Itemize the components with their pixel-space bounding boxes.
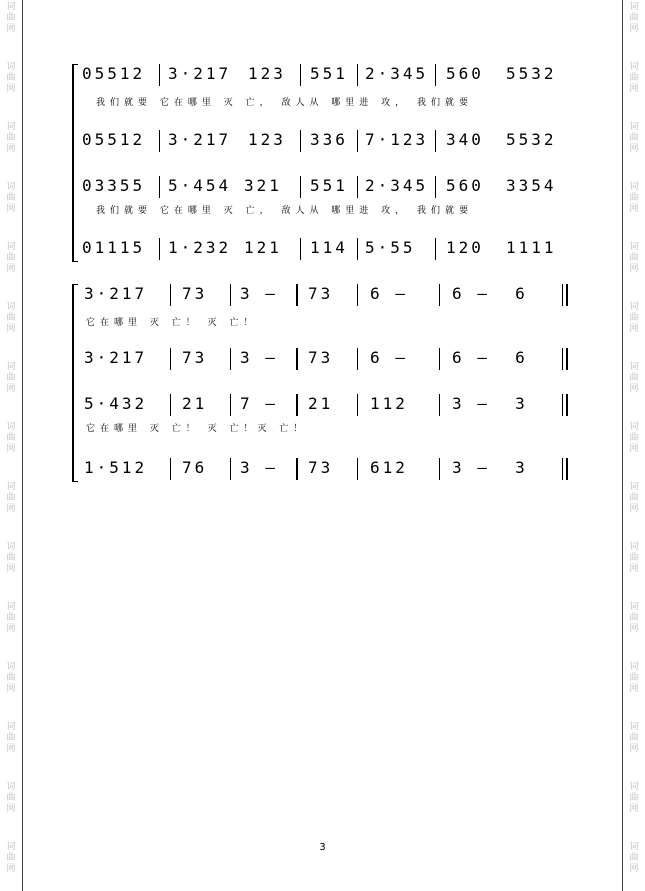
measure: 612: [370, 458, 408, 477]
watermark-text: 词 曲 网: [6, 62, 16, 94]
watermark-text: 词 曲 网: [6, 2, 16, 34]
measure: 5532: [506, 64, 557, 83]
barline: [439, 458, 440, 480]
watermark-text: 词 曲 网: [629, 302, 639, 334]
watermark-text: 词 曲 网: [629, 2, 639, 34]
watermark-text: 词 曲 网: [6, 242, 16, 274]
barline: [435, 64, 436, 86]
final-barline: [566, 458, 568, 480]
watermark-text: 词 曲 网: [629, 782, 639, 814]
measure: 340: [446, 130, 484, 149]
watermark-text: 词 曲 网: [629, 542, 639, 574]
barline: [357, 284, 358, 306]
watermark-text: 词 曲 网: [6, 602, 16, 634]
watermark-text: 词 曲 网: [629, 662, 639, 694]
barline: [230, 458, 231, 480]
watermark-text: 词 曲 网: [6, 362, 16, 394]
repeat-barline: [296, 284, 298, 306]
measure: 336: [310, 130, 348, 149]
barline: [439, 348, 440, 370]
barline: [230, 394, 231, 416]
barline: [159, 176, 160, 198]
measure: 3·217: [168, 64, 232, 83]
barline: [562, 348, 563, 370]
watermark-text: 词 曲 网: [6, 722, 16, 754]
watermark-text: 词 曲 网: [629, 842, 639, 874]
watermark-text: 词 曲 网: [6, 842, 16, 874]
measure: 76: [182, 458, 208, 477]
final-barline: [566, 394, 568, 416]
measure: 560: [446, 64, 484, 83]
measure: 73: [308, 348, 334, 367]
measure: 1·232: [168, 238, 232, 257]
barline: [435, 130, 436, 152]
barline: [170, 348, 171, 370]
barline: [300, 238, 301, 260]
page-number: 3: [319, 842, 326, 853]
measure: 6 – 6: [452, 284, 528, 303]
watermark-text: 词 曲 网: [629, 422, 639, 454]
watermark-text: 词 曲 网: [6, 662, 16, 694]
barline: [562, 394, 563, 416]
measure: 3·217: [168, 130, 232, 149]
measure: 6 –: [370, 284, 408, 303]
measure: 551: [310, 176, 348, 195]
barline: [439, 284, 440, 306]
measure: 1·512: [84, 458, 148, 477]
barline: [230, 284, 231, 306]
measure: 3 – 3: [452, 394, 528, 413]
measure: 73: [182, 284, 208, 303]
barline: [562, 458, 563, 480]
repeat-barline: [296, 458, 298, 480]
final-barline: [566, 348, 568, 370]
measure: 6 – 6: [452, 348, 528, 367]
measure: 03355: [82, 176, 146, 195]
watermark-text: 词 曲 网: [6, 542, 16, 574]
measure: 5·454: [168, 176, 232, 195]
repeat-barline: [296, 348, 298, 370]
score-line-s2-3: [0, 394, 645, 424]
watermark-text: 词 曲 网: [6, 422, 16, 454]
measure: 1111: [506, 238, 557, 257]
barline: [357, 348, 358, 370]
barline: [562, 284, 563, 306]
measure: 73: [308, 284, 334, 303]
measure: 7·123: [365, 130, 429, 149]
measure: 3 –: [240, 284, 278, 303]
measure: 3354: [506, 176, 557, 195]
lyrics-line: 它在哪里 灭 亡！ 灭 亡！: [86, 318, 258, 328]
barline: [159, 64, 160, 86]
measure: 121: [244, 238, 282, 257]
barline: [300, 130, 301, 152]
barline: [357, 394, 358, 416]
score-line-s1-4: [0, 238, 645, 268]
watermark-text: 词 曲 网: [6, 122, 16, 154]
measure: 551: [310, 64, 348, 83]
measure: 5·55: [365, 238, 416, 257]
measure: 3 – 3: [452, 458, 528, 477]
measure: 560: [446, 176, 484, 195]
lyrics-line: 我们就要 它在哪里 灭 亡， 敌人从 哪里进 攻， 我们就要: [96, 98, 474, 108]
score-line-s1-2: [0, 130, 645, 160]
watermark-text: 词 曲 网: [629, 362, 639, 394]
barline: [357, 238, 358, 260]
final-barline: [566, 284, 568, 306]
measure: 21: [182, 394, 208, 413]
barline: [170, 394, 171, 416]
measure: 21: [308, 394, 334, 413]
barline: [300, 64, 301, 86]
barline: [357, 64, 358, 86]
barline: [159, 130, 160, 152]
measure: 6 –: [370, 348, 408, 367]
barline: [357, 130, 358, 152]
measure: 05512: [82, 130, 146, 149]
watermark-text: 词 曲 网: [6, 182, 16, 214]
barline: [435, 176, 436, 198]
barline: [170, 284, 171, 306]
measure: 123: [248, 64, 286, 83]
barline: [357, 458, 358, 480]
watermark-text: 词 曲 网: [629, 182, 639, 214]
score-line-s2-2: [0, 348, 645, 378]
measure: 3·217: [84, 348, 148, 367]
score-line-s2-4: [0, 458, 645, 488]
measure: 5·432: [84, 394, 148, 413]
measure: 01115: [82, 238, 146, 257]
watermark-text: 词 曲 网: [6, 482, 16, 514]
measure: 7 –: [240, 394, 278, 413]
measure: 3 –: [240, 348, 278, 367]
watermark-text: 词 曲 网: [629, 482, 639, 514]
barline: [439, 394, 440, 416]
measure: 321: [244, 176, 282, 195]
lyrics-line: 我们就要 它在哪里 灭 亡， 敌人从 哪里进 攻， 我们就要: [96, 206, 474, 216]
watermark-text: 词 曲 网: [629, 122, 639, 154]
watermark-text: 词 曲 网: [6, 302, 16, 334]
barline: [357, 176, 358, 198]
measure: 123: [248, 130, 286, 149]
barline: [230, 348, 231, 370]
score-line-s1-3: [0, 176, 645, 206]
watermark-text: 词 曲 网: [629, 722, 639, 754]
measure: 114: [310, 238, 348, 257]
score-line-s1-1: [0, 64, 645, 94]
barline: [435, 238, 436, 260]
barline: [170, 458, 171, 480]
measure: 3·217: [84, 284, 148, 303]
measure: 120: [446, 238, 484, 257]
repeat-barline: [296, 394, 298, 416]
measure: 73: [182, 348, 208, 367]
measure: 2·345: [365, 64, 429, 83]
watermark-text: 词 曲 网: [629, 242, 639, 274]
measure: 3 –: [240, 458, 278, 477]
barline: [300, 176, 301, 198]
measure: 2·345: [365, 176, 429, 195]
lyrics-line: 它在哪里 灭 亡！ 灭 亡！灭 亡！: [86, 424, 308, 434]
measure: 112: [370, 394, 408, 413]
watermark-text: 词 曲 网: [629, 62, 639, 94]
barline: [159, 238, 160, 260]
measure: 5532: [506, 130, 557, 149]
score-line-s2-1: [0, 284, 645, 314]
measure: 05512: [82, 64, 146, 83]
measure: 73: [308, 458, 334, 477]
watermark-text: 词 曲 网: [629, 602, 639, 634]
watermark-text: 词 曲 网: [6, 782, 16, 814]
